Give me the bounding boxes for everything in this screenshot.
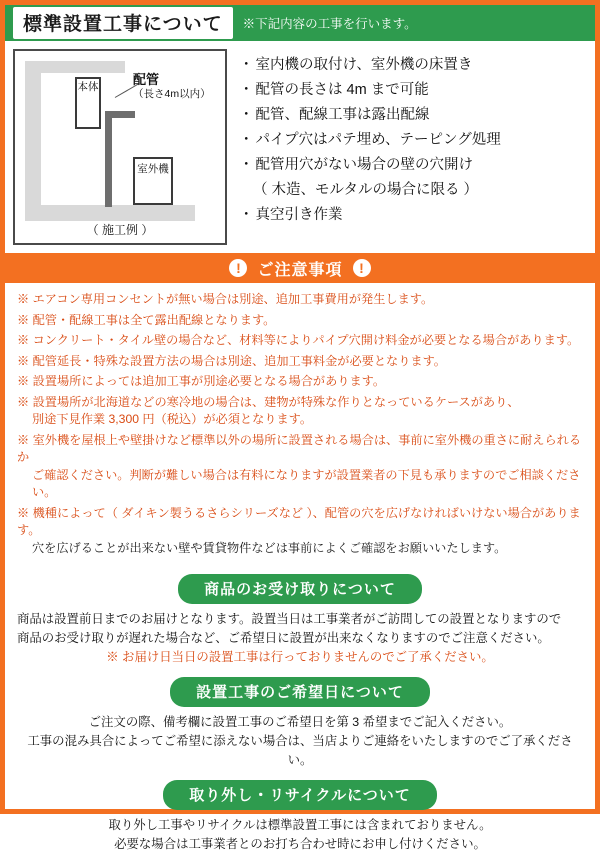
section-line: ご注文の際、備考欄に設置工事のご希望日を第 3 希望までご記入ください。 bbox=[88, 715, 512, 729]
section-title-schedule: 設置工事のご希望日について bbox=[170, 677, 430, 707]
bullet-mark: ・ bbox=[239, 132, 254, 148]
note-line: ※ 室外機を屋根上や壁掛けなど標準以外の場所に設置される場合は、事前に室外機の重さに耐えられるか bbox=[17, 432, 582, 464]
section-line: 工事の混み具合によってご希望に添えない場合は、当店よりご連絡をいたしますのでご了承ください。 bbox=[27, 734, 573, 767]
section-body-delivery bbox=[5, 604, 595, 667]
exclamation-icon: ! bbox=[229, 259, 247, 277]
section-line: 商品のお受け取りが遅れた場合など、ご希望日に設置が出来なくなりますのでご注意ください。 bbox=[17, 631, 550, 645]
pipe-callout bbox=[133, 73, 211, 101]
note-item bbox=[17, 373, 583, 391]
list-item bbox=[239, 128, 589, 153]
bullet-text: （ 木造、モルタルの場合に限る ） bbox=[253, 182, 478, 198]
bullet-text: 配管の長さは 4m まで可能 bbox=[255, 82, 429, 98]
note-item bbox=[17, 353, 583, 371]
bullet-mark: ・ bbox=[239, 82, 254, 98]
list-item bbox=[239, 153, 589, 178]
diagram-floor bbox=[25, 205, 195, 221]
section-line: 取り外し工事やリサイクルは標準設置工事には含まれておりません。 bbox=[108, 818, 492, 832]
outdoor-unit-label: 室外機 bbox=[137, 163, 169, 175]
exclamation-icon: ! bbox=[353, 259, 371, 277]
indoor-unit-label: 本体 bbox=[77, 81, 99, 93]
note-item bbox=[17, 332, 583, 350]
section-body-recycle bbox=[5, 810, 595, 854]
note-item bbox=[17, 505, 583, 558]
list-item bbox=[239, 103, 589, 128]
bullet-list bbox=[227, 49, 589, 245]
bullet-text: 真空引き作業 bbox=[255, 207, 343, 223]
top-section bbox=[5, 41, 595, 249]
section-line: 必要な場合は工事業者とのお打ち合わせ時にお申し付けください。 bbox=[114, 837, 486, 851]
header-note: ※下記内容の工事を行います。 bbox=[242, 17, 417, 31]
bullet-text: 配管、配線工事は露出配線 bbox=[255, 107, 430, 123]
section-body-schedule bbox=[5, 707, 595, 770]
note-line: ※ 配管延長・特殊な設置方法の場合は別途、追加工事料金が必要となります。 bbox=[17, 353, 446, 368]
list-item bbox=[239, 78, 589, 103]
pipe-callout-title: 配管 bbox=[133, 72, 160, 87]
section-title-recycle: 取り外し・リサイクルについて bbox=[163, 780, 437, 810]
note-line: ※ 設置場所によっては追加工事が別途必要となる場合があります。 bbox=[17, 374, 386, 388]
installation-diagram bbox=[13, 49, 227, 245]
note-line: 穴を広げることが出来ない壁や賃貸物件などは事前によくご確認をお願いいたします。 bbox=[32, 540, 507, 555]
note-line: ※ エアコン専用コンセントが無い場合は別途、追加工事費用が発生します。 bbox=[17, 292, 434, 306]
diagram-wall-left bbox=[25, 61, 41, 221]
bullet-mark: ・ bbox=[239, 57, 254, 73]
caution-band bbox=[5, 253, 595, 283]
note-line: 別途下見作業 3,300 円（税込）が必須となります。 bbox=[32, 412, 313, 426]
note-item bbox=[17, 291, 583, 309]
note-item bbox=[17, 432, 583, 502]
bullet-text: パイプ穴はパテ埋め、テーピング処理 bbox=[255, 132, 501, 148]
note-line: ご確認ください。判断が難しい場合は有料になりますが設置業者の下見も承りますのでご相談ください。 bbox=[32, 467, 581, 499]
list-item bbox=[239, 178, 589, 203]
list-item bbox=[239, 53, 589, 78]
diagram-caption: （ 施工例 ） bbox=[86, 223, 154, 237]
pipe-vertical bbox=[105, 111, 112, 207]
note-item bbox=[17, 394, 583, 429]
list-item bbox=[239, 203, 589, 228]
pipe-callout-sub: （長さ4m以内） bbox=[133, 88, 211, 100]
section-line: ※ お届け日当日の設置工事は行っておりませんのでご了承ください。 bbox=[106, 650, 494, 664]
note-line: ※ 設置場所が北海道などの寒冷地の場合は、建物が特殊な作りとなっているケースがあり、 bbox=[17, 394, 520, 409]
section-title-delivery: 商品のお受け取りについて bbox=[178, 574, 422, 604]
bullet-text: 室内機の取付け、室外機の床置き bbox=[255, 57, 473, 73]
section-line: 商品は設置前日までのお届けとなります。設置当日は工事業者がご訪問しての設置となりますので bbox=[17, 612, 562, 626]
diagram-ceiling bbox=[25, 61, 125, 73]
caution-title: ご注意事項 bbox=[257, 261, 343, 279]
note-line: ※ 機種によって（ ダイキン製うるさらシリーズなど ）、配管の穴を広げなければいけない場合があります。 bbox=[17, 505, 581, 537]
note-line: ※ コンクリート・タイル壁の場合など、材料等によりパイプ穴開け料金が必要となる場合があります。 bbox=[17, 333, 580, 347]
note-line: ※ 配管・配線工事は全て露出配線となります。 bbox=[17, 312, 276, 327]
page-title: 標準設置工事について bbox=[13, 7, 233, 39]
note-item bbox=[17, 312, 583, 330]
caution-notes bbox=[5, 283, 595, 564]
bullet-mark: ・ bbox=[239, 107, 254, 123]
bullet-mark: ・ bbox=[239, 207, 254, 223]
bullet-text: 配管用穴がない場合の壁の穴開け bbox=[255, 157, 473, 173]
bullet-mark: ・ bbox=[239, 157, 254, 173]
header-band bbox=[5, 5, 595, 41]
